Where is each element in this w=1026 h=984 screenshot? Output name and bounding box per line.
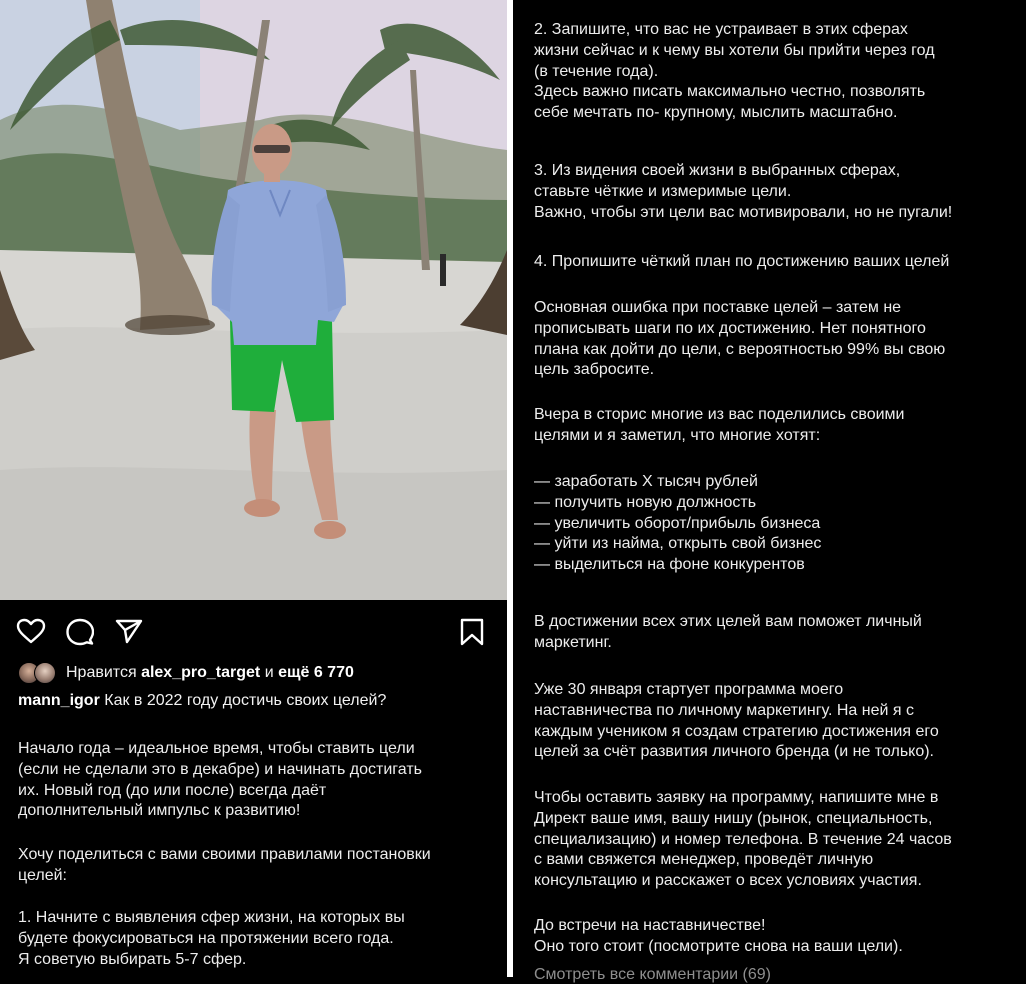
caption-header [18,692,386,710]
avatar [34,662,56,684]
beach-photo-illustration [0,0,507,600]
post-actions-bar [0,600,507,660]
goals-list: — заработать Х тысяч рублей — получить новую должность — увеличить оборот/прибыль бизнеса — уйти из найма, открыть свой бизнес — выделиться на фоне конкурентов [534,473,822,574]
post-photo[interactable] [0,0,507,600]
caption-paragraph: Чтобы оставить заявку на программу, напишите мне в Директ ваше имя, вашу нишу (рынок, специальность, специализацию) и номер телефона. В течение 24 часов с вами свяжется менеджер, проведёт личную консультацию и расскажет о всех условиях участия. [534,789,952,890]
caption-paragraph: До встречи на наставничестве! Оно того стоит (посмотрите снова на ваши цели). [534,917,903,955]
view-all-comments-link[interactable]: Смотреть все комментарии (69) [534,966,771,983]
caption-paragraph: 2. Запишите, что вас не устраивает в этих сферах жизни сейчас и к чему вы хотели бы прийти через год (в течение года). Здесь важно писать максимально честно, позволять себе мечтать по- крупному, мыслить масштабно. [534,21,935,122]
caption-paragraph: Уже 30 января стартует программа моего наставничества по личному маркетингу. На ней я с каждым учеником я создам стратегию достижения его целей за счёт развития личного бренда (и не только). [534,681,939,761]
share-icon[interactable] [115,618,143,649]
liker-username[interactable]: alex_pro_target [141,664,261,681]
caption-paragraph: В достижении всех этих целей вам поможет личный маркетинг. [534,613,922,651]
bookmark-icon[interactable] [460,618,484,651]
likes-middle: и [264,664,274,681]
caption-paragraph: 1. Начните с выявления сфер жизни, на которых вы будете фокусироваться на протяжении всего года. Я советую выбирать 5-7 сфер. [18,909,405,968]
likes-summary[interactable] [18,660,354,686]
caption-paragraph: Основная ошибка при поставке целей – затем не прописывать шаги по их достижению. Нет понятного плана как дойти до цели, с вероятностью 99% вы свою цель забросите. [534,299,946,379]
caption-paragraph: 3. Из видения своей жизни в выбранных сферах, ставьте чёткие и измеримые цели. Важно, чтобы эти цели вас мотивировали, но не пугали! [534,162,953,221]
caption-paragraph: 4. Пропишите чёткий план по достижению ваших целей [534,253,950,270]
comment-icon[interactable] [66,618,94,651]
caption-paragraph: Хочу поделиться с вами своими правилами постановки целей: [18,846,431,884]
likes-prefix: Нравится [66,664,137,681]
liker-avatars [18,662,56,684]
caption-paragraph: Начало года – идеальное время, чтобы ставить цели (если не сделали это в декабре) и начинать достигать их. Новый год (до или после) всегда даёт дополнительный импульс к развитию! [18,740,422,820]
author-username[interactable]: mann_igor [18,692,100,709]
likes-count[interactable]: ещё 6 770 [278,664,354,681]
caption-paragraph: Вчера в сторис многие из вас поделились своими целями и я заметил, что многие хотят: [534,406,905,444]
heart-icon[interactable] [16,618,46,649]
caption-title: Как в 2022 году достичь своих целей? [104,692,387,709]
post-left-panel [0,0,507,977]
